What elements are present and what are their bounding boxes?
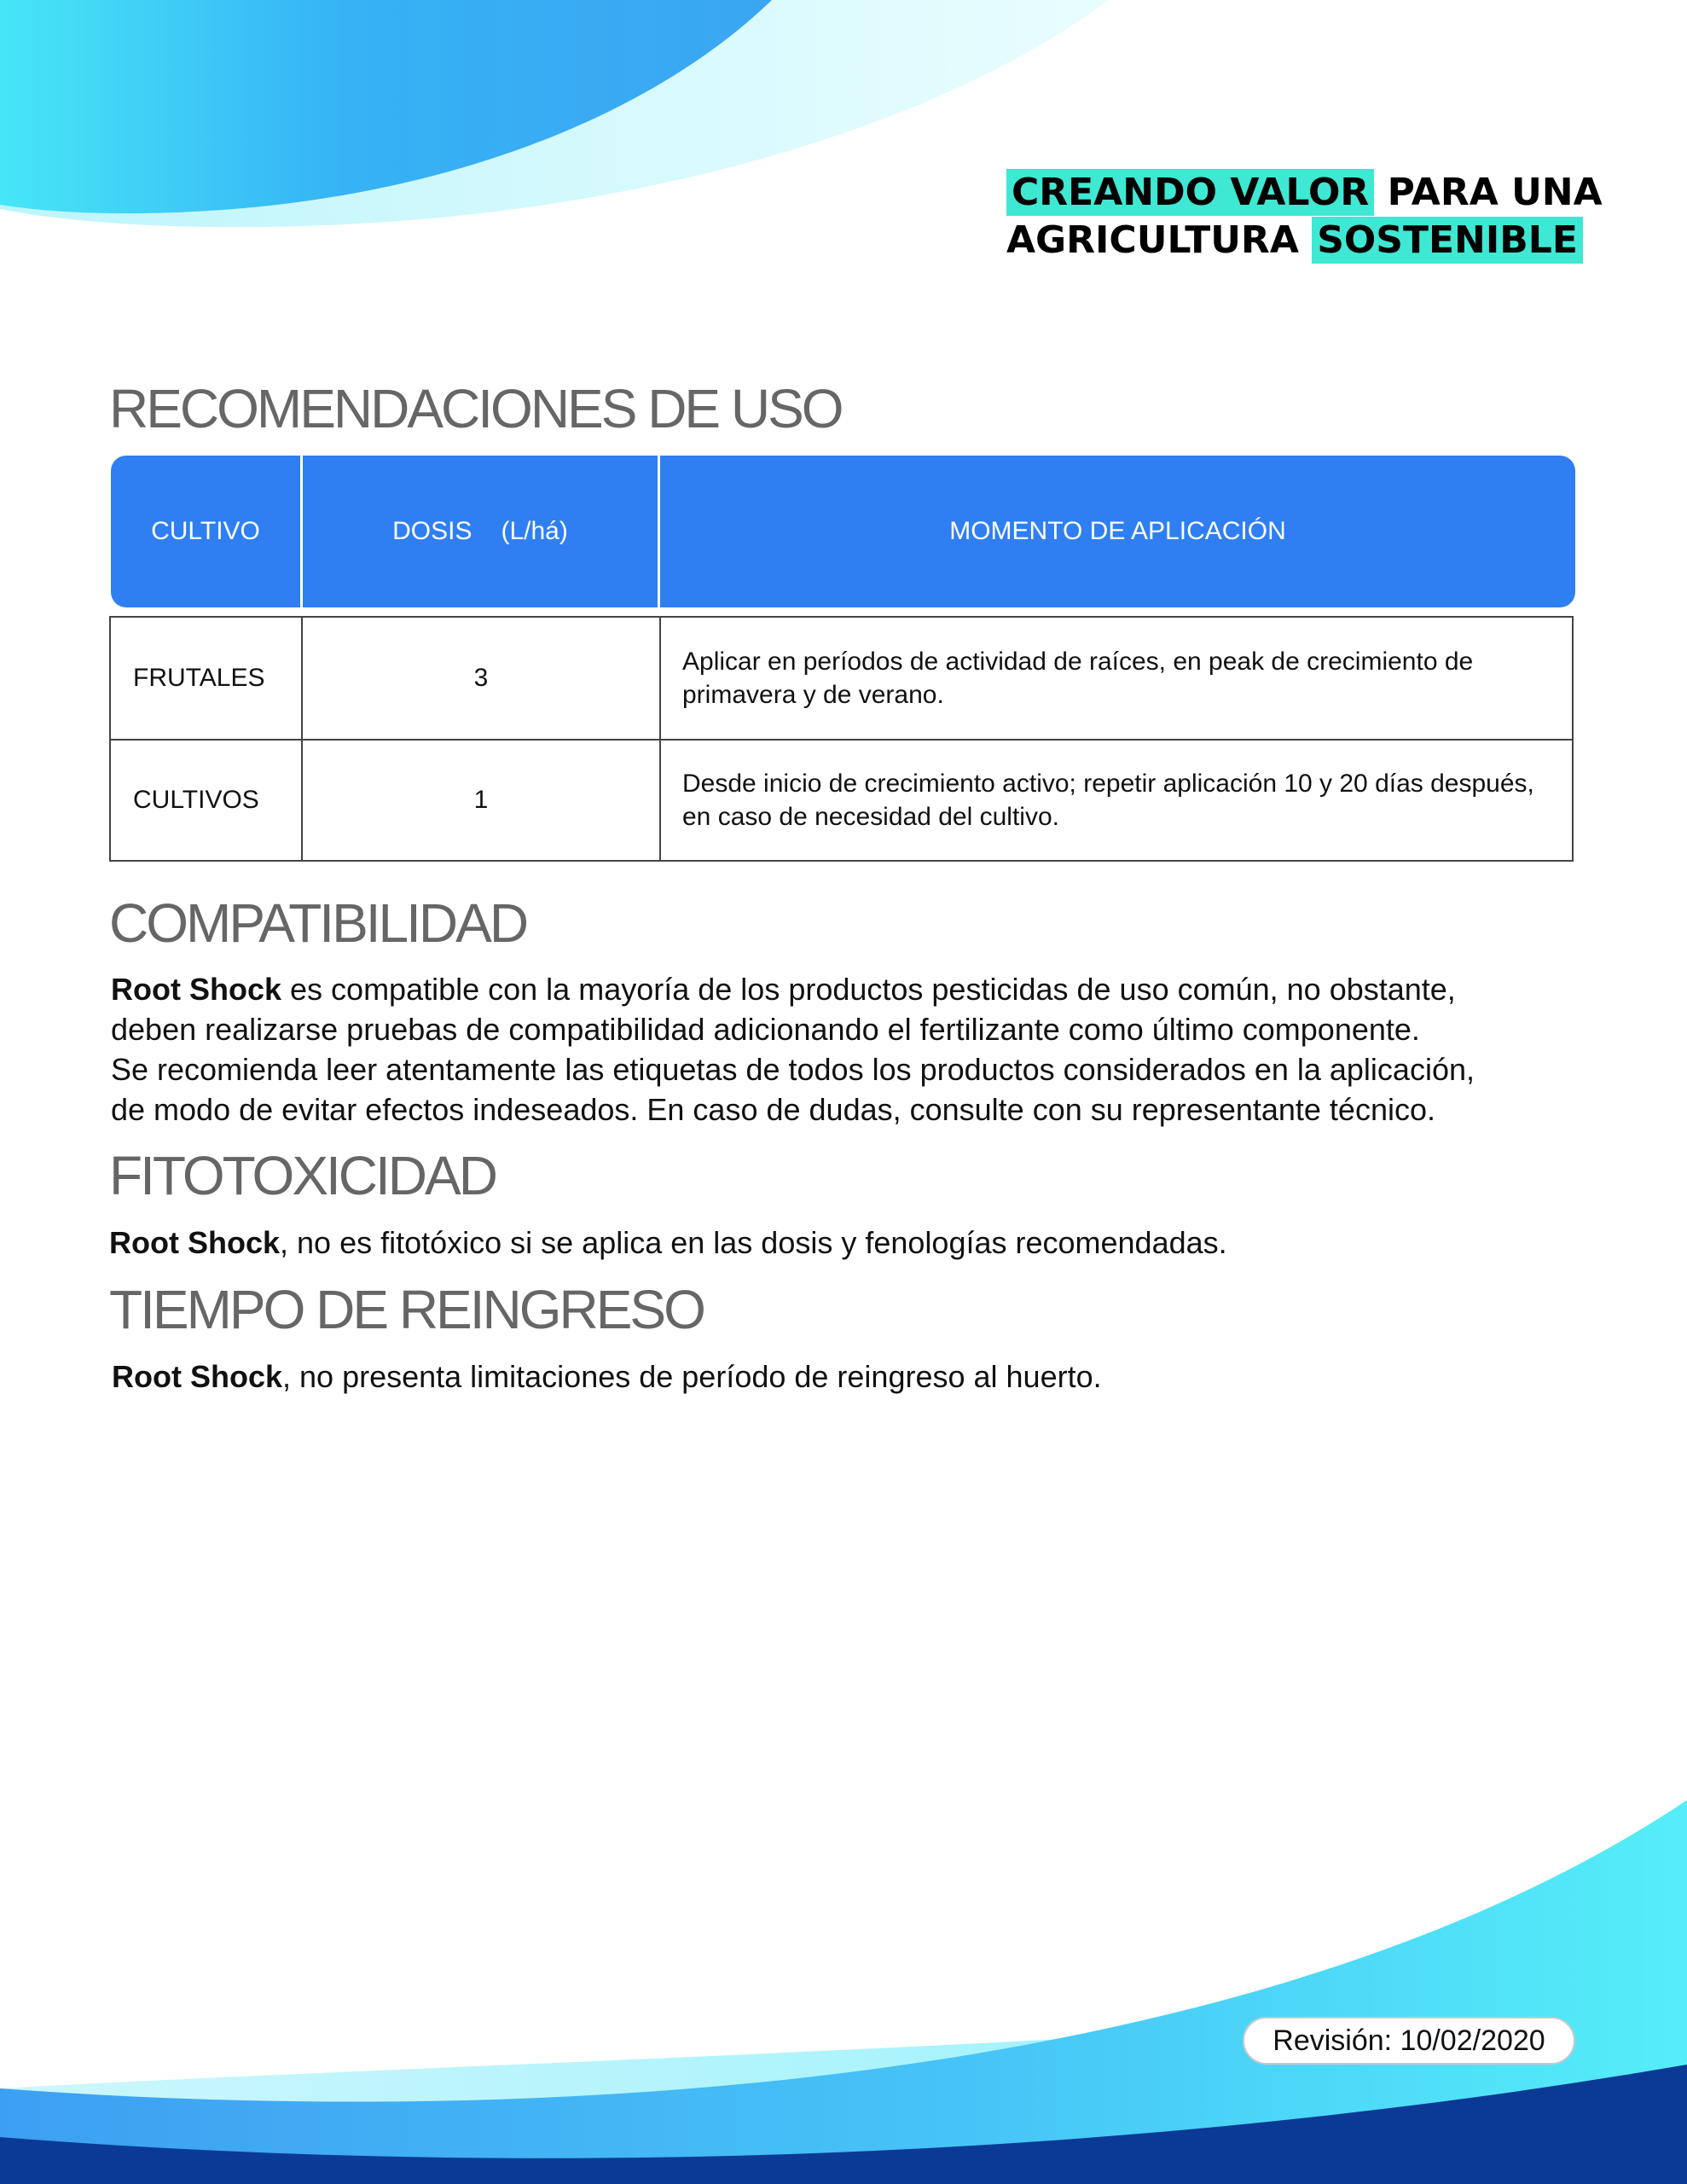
table-row (111, 741, 1572, 860)
reingreso-paragraph (112, 1356, 1102, 1397)
product-name: Root Shock (111, 972, 282, 1007)
header-momento: MOMENTO DE APLICACIÓN (949, 517, 1286, 545)
cell-dosis: 1 (473, 786, 489, 814)
paragraph-line: de modo de evitar efectos indeseados. En caso de dudas, consulte con su representante técnico. (111, 1092, 1435, 1127)
fitotoxicidad-paragraph (109, 1223, 1227, 1263)
paragraph-line: deben realizarse pruebas de compatibilidad adicionando el fertilizante como último componente. (111, 1012, 1420, 1047)
section-title-reingreso: TIEMPO DE REINGRESO (109, 1279, 704, 1340)
slogan-highlight-2: SOSTENIBLE (1312, 217, 1583, 264)
cell-momento-line: Aplicar en períodos de actividad de raíces, en peak de crecimiento de (682, 648, 1474, 676)
paragraph-line (111, 969, 1475, 1009)
table-row (111, 618, 1572, 739)
product-name: Root Shock (112, 1359, 283, 1394)
table-header (111, 456, 1575, 607)
cell-cultivo: FRUTALES (133, 664, 265, 692)
slogan-text-2: AGRICULTURA (1006, 218, 1299, 262)
section-title-fitotoxicidad: FITOTOXICIDAD (109, 1145, 496, 1206)
slogan-line-2 (1006, 217, 1603, 264)
paragraph-text: es compatible con la mayoría de los productos pesticidas de uso común, no obstante, (281, 972, 1456, 1007)
paragraph-line: Se recomienda leer atentamente las etiquetas de todos los productos considerados en la aplicación, (111, 1052, 1475, 1087)
slogan (1006, 169, 1603, 264)
cell-cultivo: CULTIVOS (133, 786, 259, 814)
slogan-text-1: PARA UNA (1387, 171, 1603, 214)
cell-momento-line: en caso de necesidad del cultivo. (682, 803, 1059, 831)
paragraph-text: , no presenta limitaciones de período de reingreso al huerto. (282, 1359, 1102, 1394)
cell-momento (661, 618, 1572, 739)
recommendation-table (109, 616, 1574, 862)
cell-momento (661, 741, 1572, 860)
revision-badge: Revisión: 10/02/2020 (1243, 2017, 1575, 2065)
paragraph-text: , no es fitotóxico si se aplica en las dosis y fenologías recomendadas. (280, 1225, 1227, 1260)
header-dosis (303, 456, 658, 607)
header-cultivo: CULTIVO (151, 517, 260, 545)
compatibilidad-paragraph (111, 969, 1475, 1130)
slogan-line-1 (1006, 169, 1603, 217)
header-dosis-label: DOSIS (392, 517, 472, 545)
cell-momento-line: Desde inicio de crecimiento activo; repetir aplicación 10 y 20 días después, (682, 770, 1534, 798)
section-title-recomendaciones: RECOMENDACIONES DE USO (109, 378, 842, 439)
cell-dosis: 3 (473, 664, 489, 692)
header-dosis-unit: (L/há) (501, 517, 568, 545)
product-name: Root Shock (109, 1225, 281, 1260)
cell-momento-line: primavera y de verano. (682, 681, 944, 709)
slogan-highlight-1: CREANDO VALOR (1006, 169, 1374, 216)
section-title-compatibilidad: COMPATIBILIDAD (109, 892, 527, 954)
